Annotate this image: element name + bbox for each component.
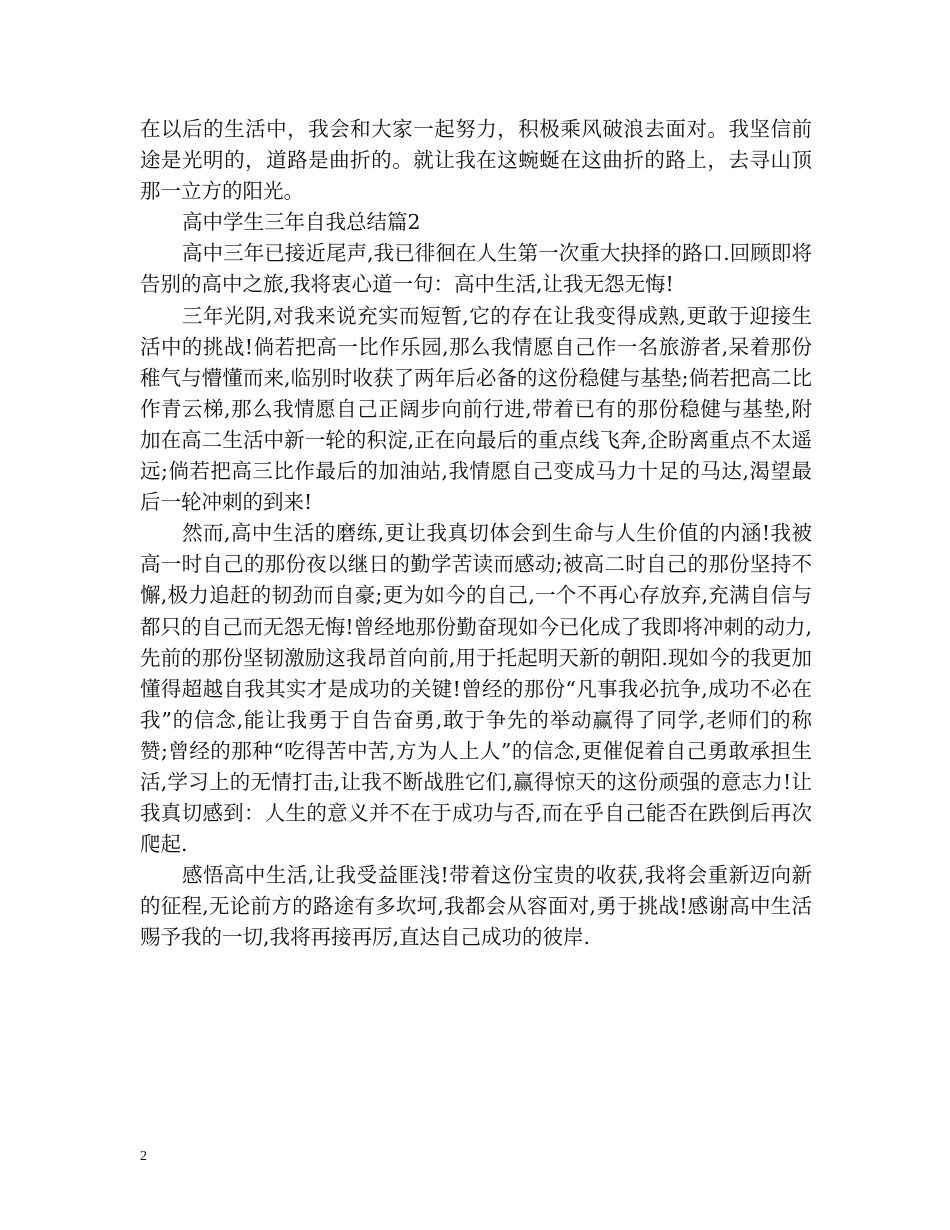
paragraph-1: 高中三年已接近尾声,我已徘徊在人生第一次重大抉择的路口.回顾即将告别的高中之旅,我将衷心道一句：高中生活,让我无怨无悔! — [140, 241, 812, 297]
paragraph-intro-continuation: 在以后的生活中，我会和大家一起努力，积极乘风破浪去面对。我坚信前途是光明的，道路是曲折的。就让我在这蜿蜒在这曲折的路上，去寻山顶那一立方的阳光。 — [140, 117, 812, 204]
paragraph-2: 三年光阴,对我来说充实而短暂,它的存在让我变得成熟,更敢于迎接生活中的挑战!倘若把高一比作乐园,那么我情愿自己作一名旅游者,呆着那份稚气与懵懂而来,临别时收获了两年后必备的这份稳健与基垫;倘若把高二比作青云梯,那么我情愿自己正阔步向前行进,带着已有的那份稳健与基垫,附加在高二生活中新一轮的积淀,正在向最后的重点线飞奔,企盼离重点不太遥远;倘若把高三比作最后的加油站,我情愿自己变成马力十足的马达,渴望最后一轮冲刺的到来! — [140, 303, 812, 515]
page-number: 2 — [140, 1149, 147, 1164]
section-heading: 高中学生三年自我总结篇2 — [182, 210, 421, 235]
document-body — [140, 114, 812, 954]
paragraph-4: 感悟高中生活,让我受益匪浅!带着这份宝贵的收获,我将会重新迈向新的征程,无论前方的路途有多坎坷,我都会从容面对,勇于挑战!感谢高中生活赐予我的一切,我将再接再厉,直达自己成功的彼岸. — [140, 863, 812, 950]
paragraph-3: 然而,高中生活的磨练,更让我真切体会到生命与人生价值的内涵!我被高一时自己的那份夜以继日的勤学苦读而感动;被高二时自己的那份坚持不懈,极力追赶的韧劲而自豪;更为如今的自己,一个不再心存放弃,充满自信与都只的自己而无怨无悔!曾经地那份勤奋现如今已化成了我即将冲刺的动力,先前的那份坚韧激励这我昂首向前,用于托起明天新的朝阳.现如今的我更加懂得超越自我其实才是成功的关键!曾经的那份“凡事我必抗争,成功不必在我”的信念,能让我勇于自告奋勇,敢于争先的举动赢得了同学,老师们的称赞;曾经的那种“吃得苦中苦,方为人上人”的信念,更催促着自己勇敢承担生活,学习上的无情打击,让我不断战胜它们,赢得惊天的这份顽强的意志力!让我真切感到：人生的意义并不在于成功与否,而在乎自己能否在跌倒后再次爬起. — [140, 521, 812, 857]
